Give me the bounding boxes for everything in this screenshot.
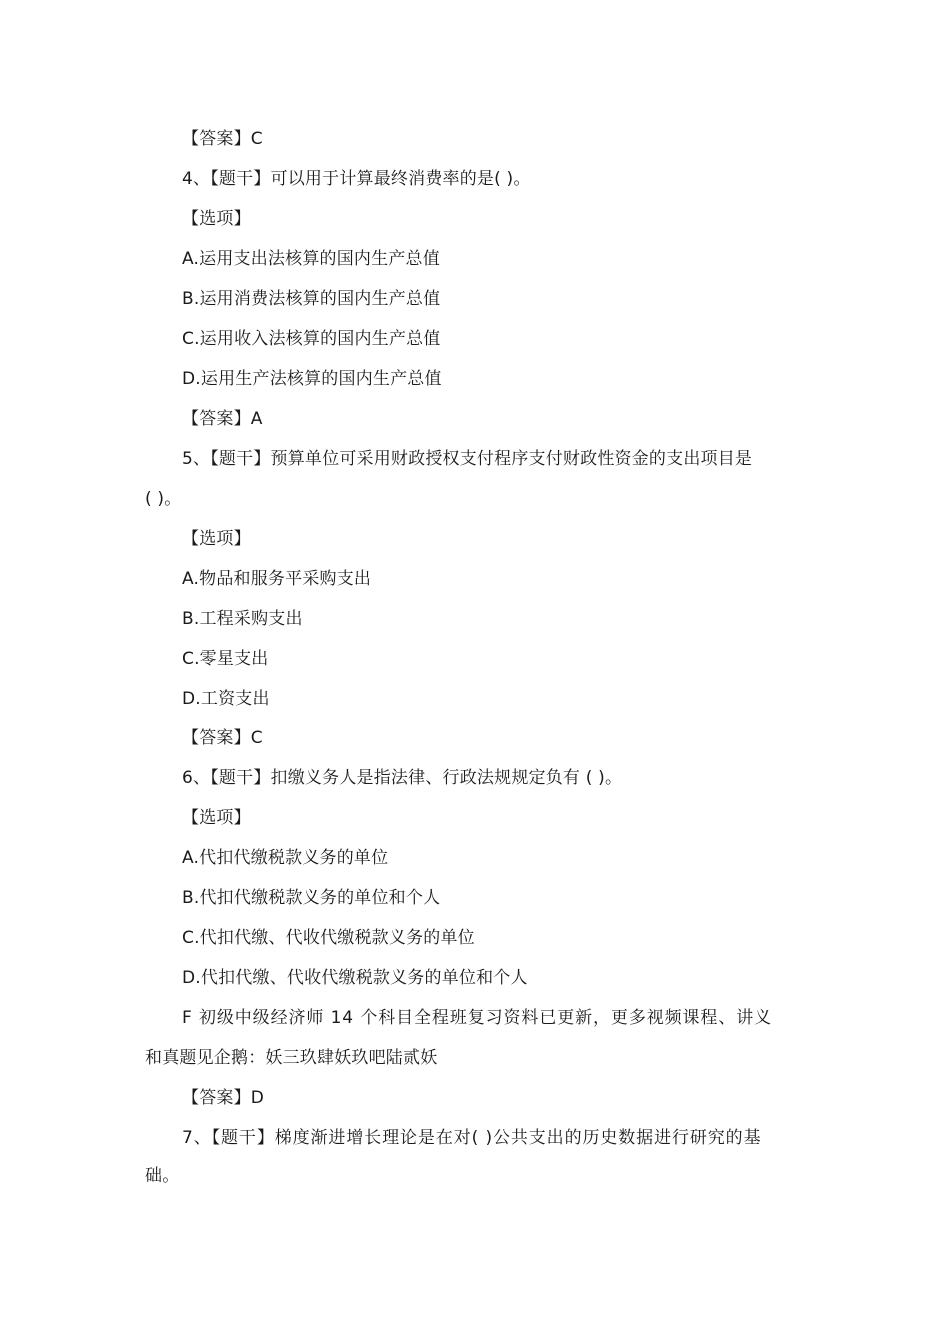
option-c: C.代扣代缴、代收代缴税款义务的单位 — [182, 928, 475, 948]
question-stem: 7、【题干】梯度渐进增长理论是在对( )公共支出的历史数据进行研究的基 — [182, 1128, 762, 1148]
option-b: B.代扣代缴税款义务的单位和个人 — [182, 888, 441, 908]
option-a: A.代扣代缴税款义务的单位 — [182, 848, 389, 868]
question-stem-continued: 础。 — [145, 1166, 180, 1186]
question-stem: 4、【题干】可以用于计算最终消费率的是( )。 — [182, 169, 531, 189]
answer-line: 【答案】C — [182, 728, 263, 748]
question-stem: 6、【题干】扣缴义务人是指法律、行政法规规定负有 ( )。 — [182, 768, 623, 788]
option-b: B.运用消费法核算的国内生产总值 — [182, 289, 441, 309]
answer-line: 【答案】D — [182, 1088, 265, 1108]
answer-line: 【答案】A — [182, 409, 263, 429]
option-d: D.运用生产法核算的国内生产总值 — [182, 369, 442, 389]
option-a: A.物品和服务平采购支出 — [182, 569, 372, 589]
question-stem-continued: ( )。 — [145, 489, 182, 509]
option-c: C.运用收入法核算的国内生产总值 — [182, 329, 441, 349]
option-d: D.工资支出 — [182, 689, 270, 709]
promo-text: F 初级中级经济师 14 个科目全程班复习资料已更新，更多视频课程、讲义 — [182, 1008, 773, 1028]
option-a: A.运用支出法核算的国内生产总值 — [182, 249, 440, 269]
option-d: D.代扣代缴、代收代缴税款义务的单位和个人 — [182, 968, 528, 988]
question-stem: 5、【题干】预算单位可采用财政授权支付程序支付财政性资金的支出项目是 — [182, 449, 753, 469]
answer-line: 【答案】C — [182, 129, 263, 149]
option-c: C.零星支出 — [182, 649, 269, 669]
options-label: 【选项】 — [182, 529, 251, 549]
promo-text-continued: 和真题见企鹅：妖三玖肆妖玖吧陆贰妖 — [145, 1048, 438, 1068]
option-b: B.工程采购支出 — [182, 609, 303, 629]
options-label: 【选项】 — [182, 808, 251, 828]
options-label: 【选项】 — [182, 209, 251, 229]
